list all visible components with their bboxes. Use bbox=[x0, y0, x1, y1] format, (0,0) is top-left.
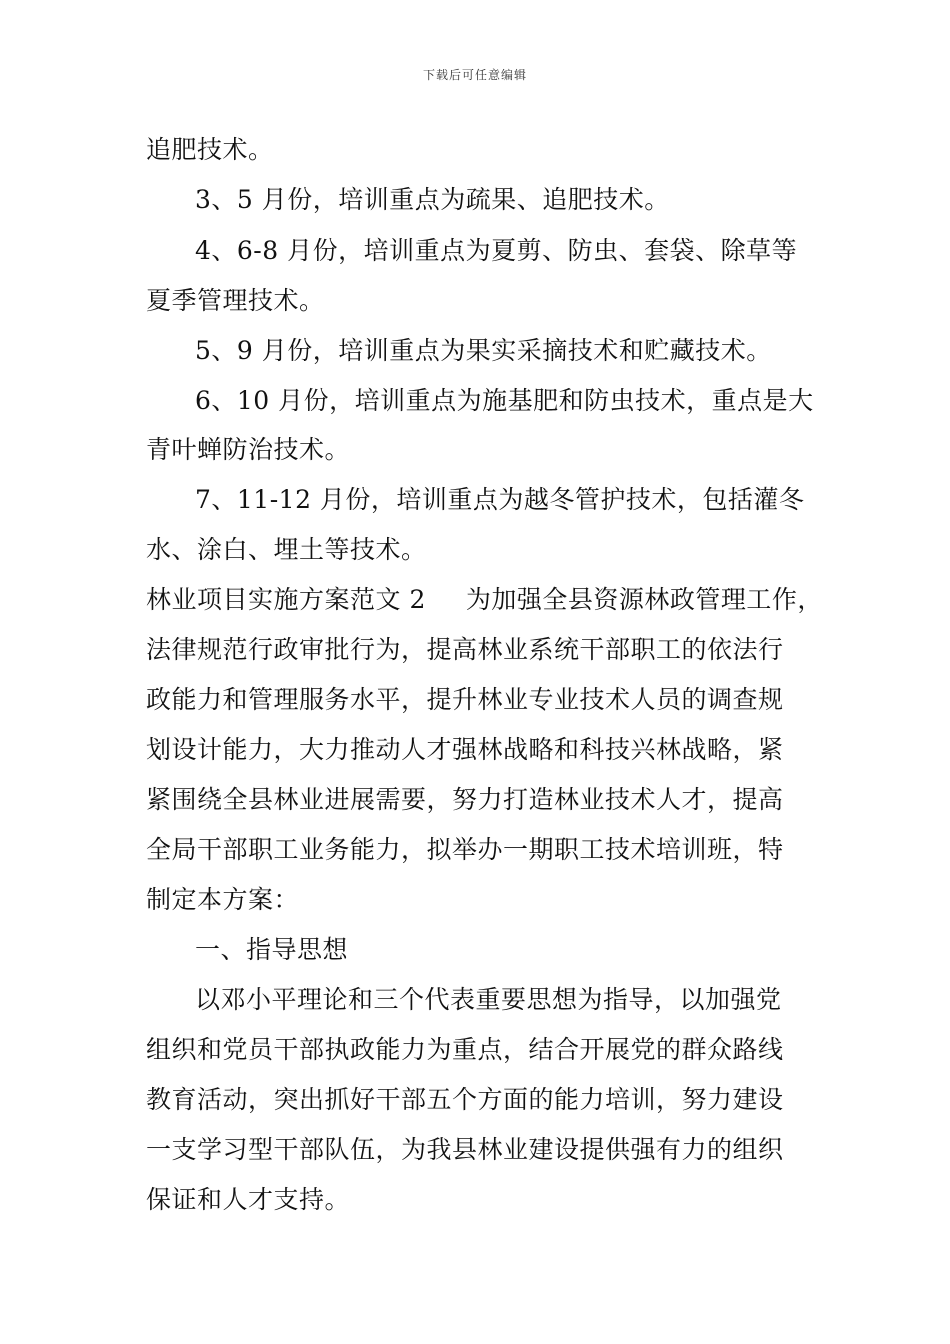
body-line: 夏季管理技术。 bbox=[146, 286, 325, 315]
body-line: 法律规范行政审批行为，提高林业系统干部职工的依法行 bbox=[146, 635, 784, 664]
body-line: 水、涂白、埋土等技术。 bbox=[146, 535, 427, 564]
body-line: 紧围绕全县林业进展需要，努力打造林业技术人才，提高 bbox=[146, 785, 784, 814]
body-line: 5、9 月份，培训重点为果实采摘技术和贮藏技术。 bbox=[195, 336, 772, 365]
body-line: 一支学习型干部队伍，为我县林业建设提供强有力的组织 bbox=[146, 1135, 784, 1164]
body-line: 3、5 月份，培训重点为疏果、追肥技术。 bbox=[195, 185, 670, 214]
body-line: 划设计能力，大力推动人才强林战略和科技兴林战略，紧 bbox=[146, 735, 784, 764]
body-line: 6、10 月份，培训重点为施基肥和防虫技术，重点是大 bbox=[195, 386, 814, 415]
subheading: 一、指导思想 bbox=[195, 935, 349, 964]
body-line: 政能力和管理服务水平，提升林业专业技术人员的调查规 bbox=[146, 685, 784, 714]
body-line: 以邓小平理论和三个代表重要思想为指导，以加强党 bbox=[195, 985, 782, 1014]
page-header-note: 下载后可任意编辑 bbox=[422, 68, 527, 82]
body-line: 制定本方案： bbox=[146, 885, 300, 914]
body-text: 为加强全县资源林政管理工作， bbox=[465, 585, 823, 614]
body-line: 7、11-12 月份，培训重点为越冬管护技术，包括灌冬 bbox=[195, 485, 805, 514]
section-heading-line bbox=[146, 585, 823, 615]
body-line: 青叶蝉防治技术。 bbox=[146, 435, 351, 464]
section-heading: 林业项目实施方案范文 2 bbox=[146, 585, 426, 614]
body-line: 全局干部职工业务能力，拟举办一期职工技术培训班，特 bbox=[146, 835, 784, 864]
body-line: 组织和党员干部执政能力为重点，结合开展党的群众路线 bbox=[146, 1035, 784, 1064]
body-line: 保证和人才支持。 bbox=[146, 1185, 351, 1214]
body-line: 追肥技术。 bbox=[146, 135, 274, 164]
body-line: 教育活动，突出抓好干部五个方面的能力培训，努力建设 bbox=[146, 1085, 784, 1114]
body-line: 4、6-8 月份，培训重点为夏剪、防虫、套袋、除草等 bbox=[195, 236, 798, 265]
